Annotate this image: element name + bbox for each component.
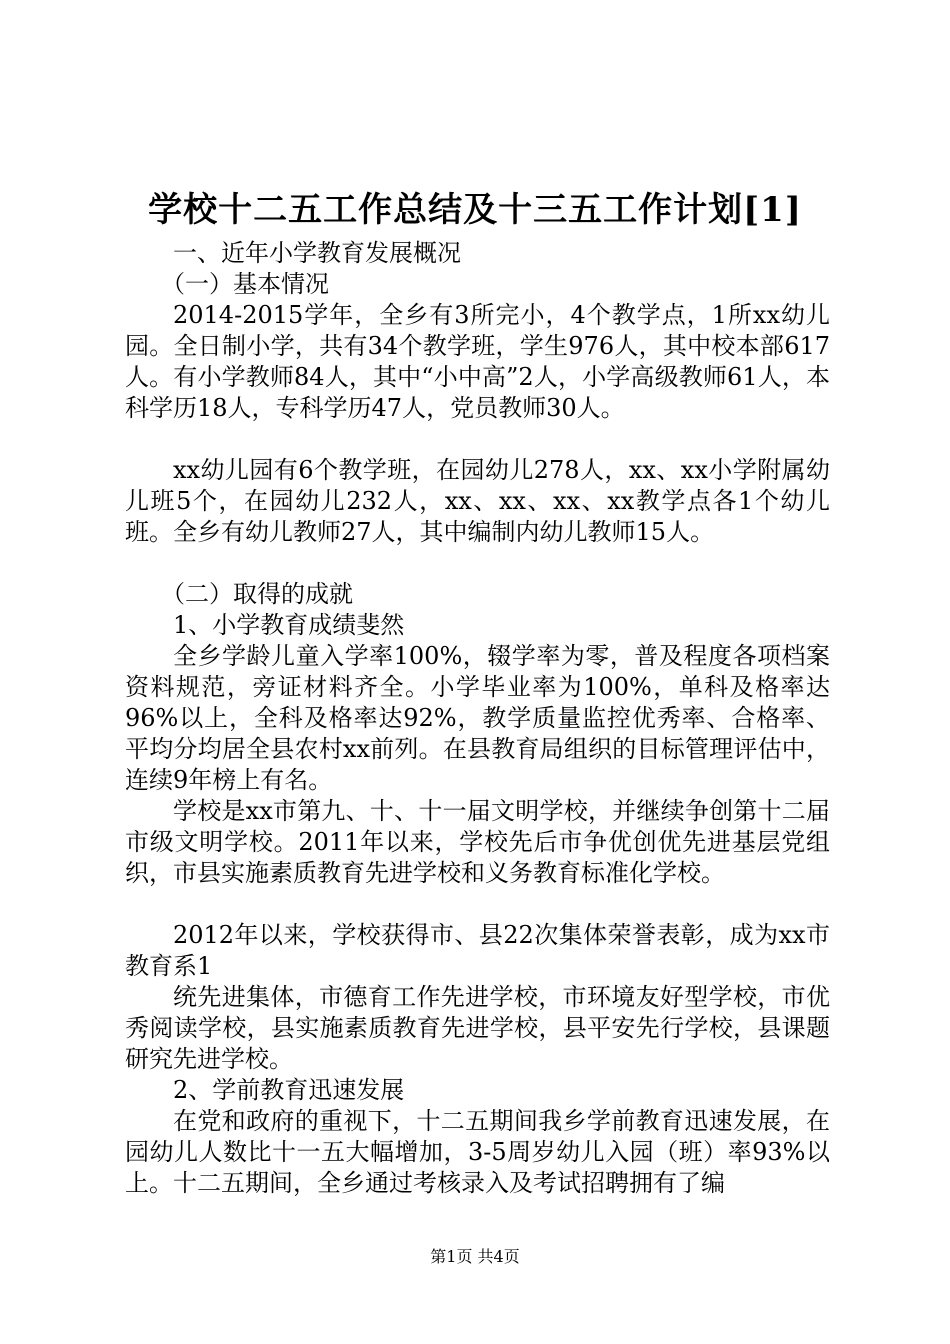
- subsection-heading: （二）取得的成就: [161, 580, 353, 608]
- document-title: 学校十二五工作总结及十三五工作计划[1]: [148, 190, 802, 230]
- subsection-heading: （一）基本情况: [161, 270, 329, 298]
- paragraph: 2014-2015学年，全乡有3所完小，4个教学点，1所xx幼儿园。全日制小学，共有34个教学班，学生976人，其中校本部617人。有小学教师84人，其中“小中高”2人，小学高级教师61人，本科学历18人，专科学历47人，党员教师30人。: [125, 301, 830, 422]
- spacer: [125, 889, 830, 920]
- paragraph: 学校是xx市第九、十、十一届文明学校，并继续争创第十二届市级文明学校。2011年以来，学校先后市争优创优先进基层党组织，市县实施素质教育先进学校和义务教育标准化学校。: [125, 797, 830, 887]
- paragraph: xx幼儿园有6个教学班，在园幼儿278人，xx、xx小学附属幼儿班5个，在园幼儿232人，xx、xx、xx、xx教学点各1个幼儿班。全乡有幼儿教师27人，其中编制内幼儿教师15人。: [125, 456, 830, 546]
- spacer: [125, 548, 830, 579]
- item-heading: 2、学前教育迅速发展: [173, 1076, 405, 1104]
- paragraph: 统先进集体，市德育工作先进学校，市环境友好型学校，市优秀阅读学校，县实施素质教育先进学校，县平安先行学校，县课题研究先进学校。: [125, 983, 830, 1073]
- item-heading: 1、小学教育成绩斐然: [173, 611, 405, 639]
- spacer: [125, 424, 830, 455]
- section-heading: 一、近年小学教育发展概况: [173, 239, 461, 267]
- paragraph: 在党和政府的重视下，十二五期间我乡学前教育迅速发展，在园幼儿人数比十一五大幅增加，3-5周岁幼儿入园（班）率93%以上。十二五期间，全乡通过考核录入及考试招聘拥有了编: [125, 1107, 830, 1197]
- paragraph: 全乡学龄儿童入学率100%，辍学率为零，普及程度各项档案资料规范，旁证材料齐全。小学毕业率为100%，单科及格率达96%以上，全科及格率达92%，教学质量监控优秀率、合格率、平均分均居全县农村xx前列。在县教育局组织的目标管理评估中，连续9年榜上有名。: [125, 642, 830, 794]
- document-body: [125, 238, 830, 1199]
- page-footer: 第1页 共4页: [430, 1247, 520, 1266]
- paragraph: 2012年以来，学校获得市、县22次集体荣誉表彰，成为xx市教育系1: [125, 921, 830, 980]
